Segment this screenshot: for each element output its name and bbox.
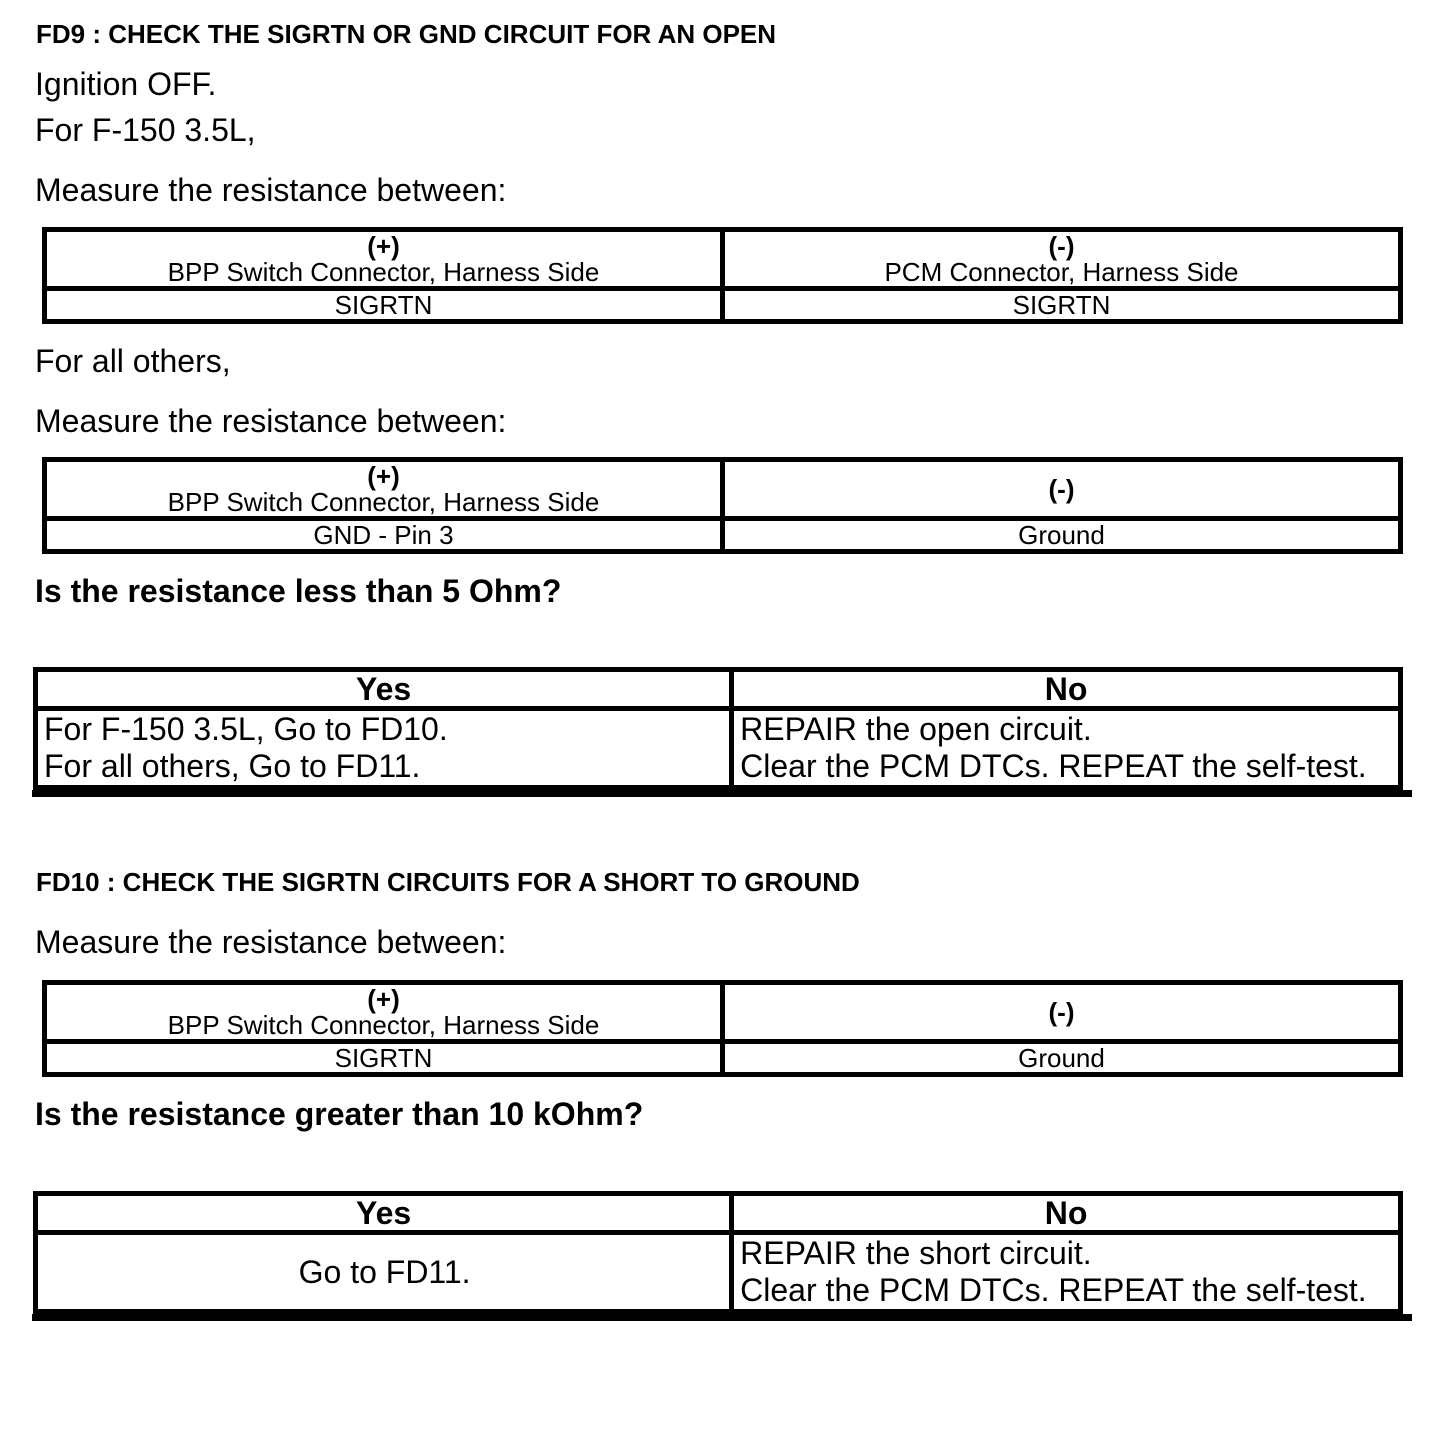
decision-header-row	[36, 670, 1401, 709]
step-title-fd10: FD10 : CHECK THE SIGRTN CIRCUITS FOR A SHORT TO GROUND	[36, 867, 860, 897]
negative-lead-header-cell	[723, 460, 1401, 519]
decision-header-row	[36, 1194, 1401, 1233]
no-action-cell	[732, 709, 1401, 788]
positive-lead-header-cell	[45, 230, 723, 289]
section-divider	[32, 790, 1412, 797]
no-action-line: REPAIR the open circuit.	[740, 711, 1092, 747]
positive-lead-header-cell	[45, 460, 723, 519]
instruction-for-all-others: For all others,	[35, 343, 231, 379]
instruction-measure-resistance-1: Measure the resistance between:	[35, 172, 507, 208]
negative-pin-cell: SIGRTN	[723, 289, 1401, 322]
section-fd9	[0, 20, 1456, 797]
section-fd10	[0, 868, 1456, 1321]
positive-pin-cell: GND - Pin 3	[45, 519, 723, 552]
yes-header: Yes	[36, 1194, 732, 1233]
measurement-table-fd10	[42, 980, 1403, 1077]
positive-lead-header-cell	[45, 983, 723, 1042]
decision-action-row	[36, 1233, 1401, 1312]
instruction-for-f150: For F-150 3.5L,	[35, 112, 256, 148]
measurement-table-f150	[42, 227, 1403, 324]
yes-action-line: Go to FD11.	[298, 1253, 471, 1290]
question-resistance-greater-10-kohm: Is the resistance greater than 10 kOhm?	[35, 1096, 644, 1132]
negative-pin-cell: Ground	[723, 519, 1401, 552]
decision-action-row	[36, 709, 1401, 788]
negative-sign-label: (-)	[1048, 231, 1075, 261]
measurement-pin-row	[45, 289, 1401, 322]
negative-sign-label: (-)	[1048, 474, 1075, 504]
measurement-header-row	[45, 460, 1401, 519]
positive-sign-label: (+)	[367, 461, 400, 491]
positive-pin-cell: SIGRTN	[45, 1042, 723, 1075]
page-bottom-divider	[32, 1314, 1412, 1321]
yes-action-line: For all others, Go to FD11.	[44, 748, 421, 784]
measurement-table-others	[42, 457, 1403, 554]
measurement-header-row	[45, 230, 1401, 289]
positive-connector-label: BPP Switch Connector, Harness Side	[167, 257, 600, 287]
no-action-line: REPAIR the short circuit.	[740, 1235, 1092, 1271]
decision-table-fd10	[33, 1191, 1403, 1314]
negative-pin-cell: Ground	[723, 1042, 1401, 1075]
yes-header: Yes	[36, 670, 732, 709]
negative-sign-label: (-)	[1048, 997, 1075, 1027]
step-title-fd9: FD9 : CHECK THE SIGRTN OR GND CIRCUIT FOR AN OPEN	[36, 19, 777, 49]
negative-lead-header-cell	[723, 983, 1401, 1042]
positive-connector-label: BPP Switch Connector, Harness Side	[167, 487, 600, 517]
positive-sign-label: (+)	[367, 984, 400, 1014]
no-action-cell	[732, 1233, 1401, 1312]
yes-action-cell	[36, 1233, 732, 1312]
measurement-pin-row	[45, 1042, 1401, 1075]
instruction-measure-resistance-3: Measure the resistance between:	[35, 924, 507, 960]
instruction-measure-resistance-2: Measure the resistance between:	[35, 403, 507, 439]
negative-connector-label: PCM Connector, Harness Side	[884, 257, 1239, 287]
negative-lead-header-cell	[723, 230, 1401, 289]
no-header: No	[732, 1194, 1401, 1233]
positive-sign-label: (+)	[367, 231, 400, 261]
yes-action-cell	[36, 709, 732, 788]
no-header: No	[732, 670, 1401, 709]
no-action-line: Clear the PCM DTCs. REPEAT the self-test.	[740, 748, 1367, 784]
no-action-line: Clear the PCM DTCs. REPEAT the self-test.	[740, 1272, 1367, 1308]
instruction-ignition-off: Ignition OFF.	[35, 66, 217, 102]
measurement-header-row	[45, 983, 1401, 1042]
positive-connector-label: BPP Switch Connector, Harness Side	[167, 1010, 600, 1040]
question-resistance-less-5-ohm: Is the resistance less than 5 Ohm?	[35, 573, 562, 609]
decision-table-fd9	[33, 667, 1403, 790]
yes-action-line: For F-150 3.5L, Go to FD10.	[44, 711, 448, 747]
measurement-pin-row	[45, 519, 1401, 552]
positive-pin-cell: SIGRTN	[45, 289, 723, 322]
